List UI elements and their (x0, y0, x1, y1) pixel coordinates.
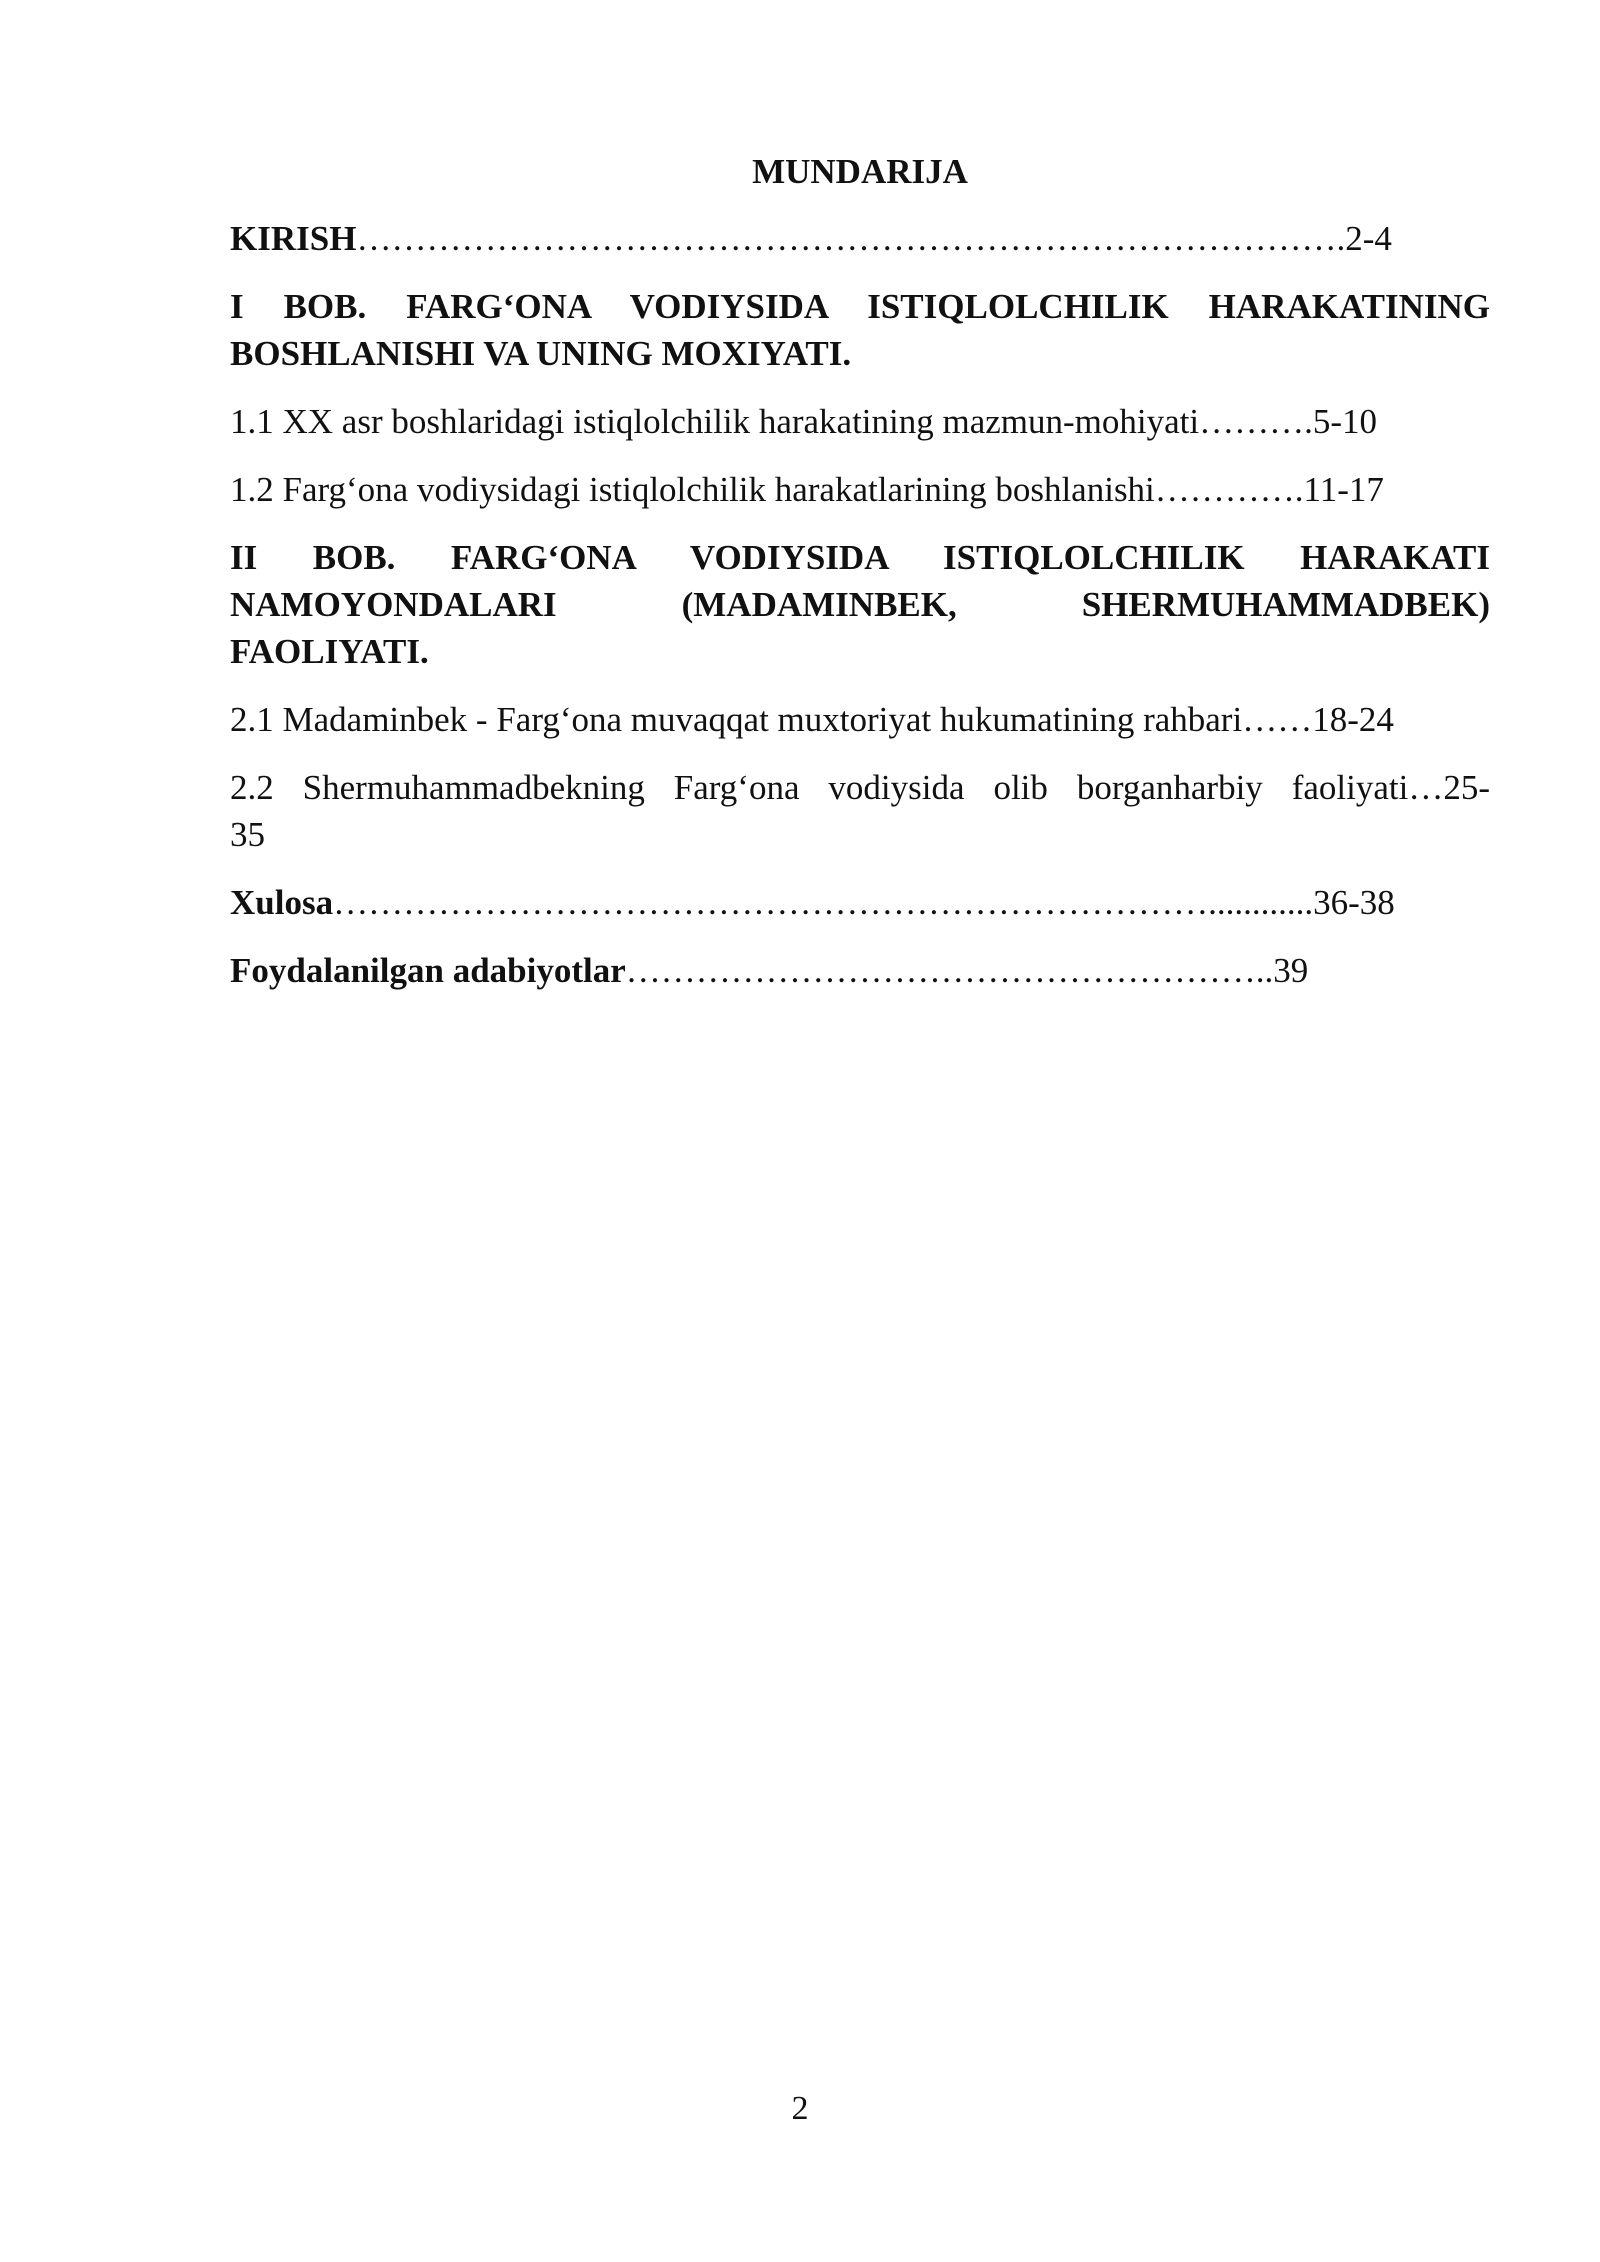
toc-page-range: 2-4 (1345, 219, 1392, 258)
toc-page-range: 18-24 (1312, 700, 1394, 739)
toc-page-range: 39 (1273, 951, 1309, 990)
toc-entry-1-1[interactable] (230, 398, 1490, 445)
chapter-title-line: BOSHLANISHI VA UNING MOXIYATI. (230, 334, 852, 373)
toc-chapter-1[interactable] (230, 283, 1490, 377)
toc-entry-label: 1.1 XX asr boshlaridagi istiqlolchilik harakatining mazmun-mohiyati (230, 402, 1200, 441)
page-number: 2 (791, 2090, 809, 2127)
chapter-title-line: FAOLIYATI. (230, 632, 429, 671)
toc-entry-label: 2.1 Madaminbek - Farg‘ona muvaqqat muxtoriyat hukumatining rahbari (230, 700, 1243, 739)
toc-page-range: 36-38 (1313, 883, 1395, 922)
toc-entry-label: Foydalanilgan adabiyotlar (230, 951, 626, 990)
toc-entry-references[interactable] (230, 947, 1490, 994)
toc-entry-2-1[interactable] (230, 696, 1490, 743)
chapter-title-line: I BOB. FARG‘ONA VODIYSIDA ISTIQLOLCHILIK HARAKATINING (230, 287, 1490, 326)
toc-entry-line: 35 (230, 815, 265, 854)
toc-leader-dots: ............ (1208, 883, 1314, 922)
toc-entry-conclusion[interactable] (230, 879, 1490, 926)
toc-leader: …………………………………………………………………………. (356, 219, 1346, 258)
chapter-title-line: II BOB. FARG‘ONA VODIYSIDA ISTIQLOLCHILIK HARAKATI (230, 538, 1490, 577)
toc-leader: …… (1242, 700, 1313, 739)
toc-entry-2-2[interactable] (230, 764, 1490, 858)
toc-entry-label: Xulosa (230, 883, 334, 922)
toc-leader: ……………………………………………….. (625, 951, 1274, 990)
toc-entry-intro[interactable] (230, 215, 1490, 262)
toc-page-range: 11-17 (1303, 470, 1384, 509)
toc-leader: ………………………………………………………………… (333, 883, 1209, 922)
toc-entry-label: 1.2 Farg‘ona vodiysidagi istiqlolchilik harakatlarining boshlanishi (230, 470, 1155, 509)
toc-entry-line: 2.2 Shermuhammadbekning Farg‘ona vodiysida olib borganharbiy faoliyati…25- (230, 768, 1490, 807)
toc-leader: ………. (1199, 402, 1313, 441)
toc-title: MUNDARIJA (752, 152, 968, 191)
chapter-title-line: NAMOYONDALARI (MADAMINBEK, SHERMUHAMMADBEK) (230, 585, 1490, 624)
toc-page-range: 5-10 (1312, 402, 1378, 441)
toc-leader: …………. (1154, 470, 1304, 509)
table-of-contents (230, 148, 1490, 1015)
toc-chapter-2[interactable] (230, 534, 1490, 675)
toc-entry-label: KIRISH (230, 219, 357, 258)
toc-entry-1-2[interactable] (230, 466, 1490, 513)
